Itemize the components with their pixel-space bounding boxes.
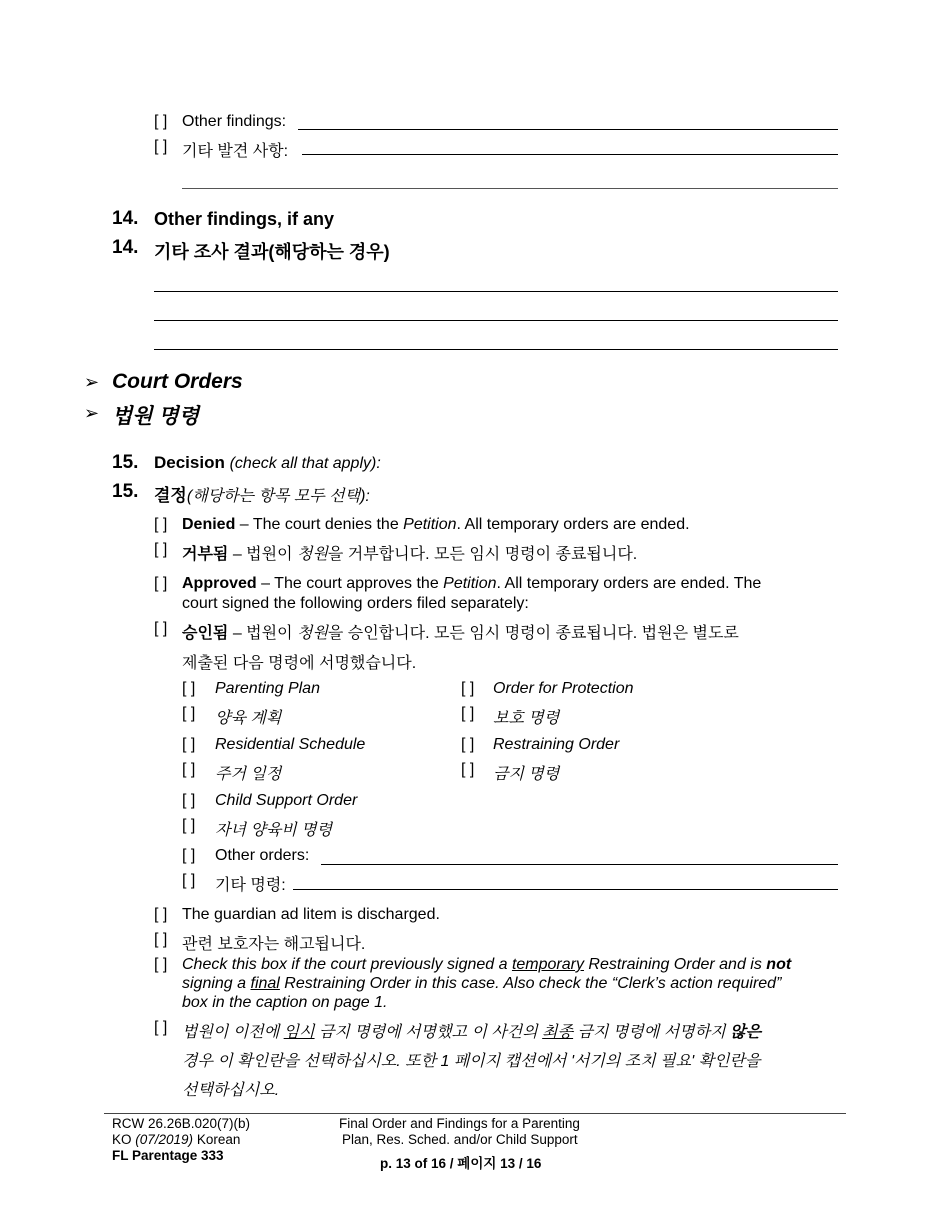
court-orders-title-en: Court Orders — [112, 370, 243, 393]
parenting-plan-checkbox-ko[interactable]: [ ] — [182, 705, 196, 722]
approved-text-ko-line2: 제출된 다음 명령에 서명했습니다. — [182, 655, 417, 672]
approved-text-ko — [182, 620, 739, 643]
other-findings-line-extra[interactable] — [182, 188, 838, 189]
clerk-en-final: final — [250, 975, 280, 992]
order-protection-checkbox-ko[interactable]: [ ] — [461, 705, 475, 722]
section-14-line-3[interactable] — [154, 349, 838, 350]
clerk-en-1c: Restraining Order and is — [583, 956, 767, 973]
approved-text-b: . All temporary orders are ended. The — [496, 575, 762, 592]
clerk-text-ko-line1 — [182, 1019, 761, 1042]
section-14-title-en: Other findings, if any — [154, 209, 335, 229]
approved-checkbox-ko[interactable]: [ ] — [154, 620, 168, 637]
other-orders-label-ko: 기타 명령: — [215, 877, 286, 894]
court-orders-title-ko: 법원 명령 — [112, 405, 199, 428]
clerk-ko-1a: 법원이 이전에 — [182, 1024, 284, 1041]
child-support-label-ko: 자녀 양육비 명령 — [215, 822, 333, 839]
restraining-order-label: Restraining Order — [493, 736, 620, 753]
guardian-text-en: The guardian ad litem is discharged. — [182, 906, 440, 923]
footer-page-number: p. 13 of 16 / 페이지 13 / 16 — [380, 1156, 542, 1171]
order-protection-label-ko: 보호 명령 — [493, 710, 560, 727]
approved-label: Approved — [182, 575, 257, 592]
child-support-checkbox[interactable]: [ ] — [182, 792, 196, 809]
footer-rcw: RCW 26.26B.020(7)(b) — [112, 1116, 251, 1131]
clerk-en-2a: signing a — [182, 975, 251, 992]
denied-text-en — [182, 516, 690, 534]
denied-checkbox-ko[interactable]: [ ] — [154, 541, 168, 558]
restraining-order-checkbox-ko[interactable]: [ ] — [461, 761, 475, 778]
residential-schedule-label: Residential Schedule — [215, 736, 366, 753]
clerk-ko-1c: 금지 명령에 서명했고 이 사건의 — [314, 1024, 543, 1041]
residential-schedule-checkbox[interactable]: [ ] — [182, 736, 196, 753]
footer-ko-prefix: KO — [112, 1132, 136, 1147]
parenting-plan-label-ko: 양육 계획 — [215, 710, 282, 727]
section-15-heading-ko — [154, 481, 370, 506]
other-orders-line-ko[interactable] — [293, 889, 838, 890]
arrow-bullet-icon: ➢ — [84, 372, 100, 392]
guardian-checkbox-ko[interactable]: [ ] — [154, 931, 168, 948]
section-14-line-2[interactable] — [154, 320, 838, 321]
other-orders-checkbox[interactable]: [ ] — [182, 847, 196, 864]
approved-label-ko: 승인됨 — [182, 625, 229, 642]
footer-divider — [104, 1113, 846, 1114]
section-14-number-ko: 14. — [112, 237, 139, 258]
clerk-en-temporary: temporary — [511, 956, 584, 973]
clerk-ko-not: 않은 — [729, 1024, 761, 1041]
clerk-text-ko-line3: 선택하십시오. — [182, 1082, 280, 1099]
approved-text-en-line2: court signed the following orders filed separately: — [182, 595, 529, 612]
section-15-number: 15. — [112, 452, 139, 473]
child-support-checkbox-ko[interactable]: [ ] — [182, 817, 196, 834]
clerk-text-en-line1 — [182, 956, 791, 974]
footer-ko-date: (07/2019) — [135, 1132, 194, 1147]
clerk-ko-final: 최종 — [542, 1024, 574, 1041]
footer-title-1: Final Order and Findings for a Parenting — [339, 1116, 580, 1131]
clerk-en-not: not — [766, 956, 792, 973]
other-findings-checkbox[interactable]: [ ] — [154, 113, 168, 130]
other-orders-checkbox-ko[interactable]: [ ] — [182, 872, 196, 889]
other-findings-label-en: Other findings: — [182, 113, 287, 130]
footer-form-id: FL Parentage 333 — [112, 1148, 224, 1163]
denied-petition: Petition — [403, 516, 457, 533]
decision-label-ko: 결정 — [154, 486, 187, 505]
clerk-text-ko-line2: 경우 이 확인란을 선택하십시오. 또한 1 페이지 캡션에서 '서기의 조치 필요' 확인란을 — [182, 1053, 761, 1070]
denied-text-ko — [182, 541, 637, 564]
order-protection-label: Order for Protection — [493, 680, 634, 697]
residential-schedule-checkbox-ko[interactable]: [ ] — [182, 761, 196, 778]
denied-text-a: – The court denies the — [235, 516, 404, 533]
other-findings-checkbox-ko[interactable]: [ ] — [154, 138, 168, 155]
clerk-action-checkbox[interactable]: [ ] — [154, 956, 168, 973]
approved-petition-ko: 청원 — [296, 625, 328, 642]
section-14-number: 14. — [112, 208, 139, 229]
order-protection-checkbox[interactable]: [ ] — [461, 680, 475, 697]
denied-petition-ko: 청원 — [296, 546, 328, 563]
section-15-number-ko: 15. — [112, 481, 139, 502]
restraining-order-checkbox[interactable]: [ ] — [461, 736, 475, 753]
approved-checkbox[interactable]: [ ] — [154, 575, 168, 592]
other-findings-line-en[interactable] — [298, 129, 838, 130]
section-14-title-ko: 기타 조사 결과(해당하는 경우) — [154, 242, 390, 262]
arrow-bullet-icon: ➢ — [84, 403, 100, 423]
decision-label: Decision — [154, 453, 225, 472]
footer-ko-lang: Korean — [193, 1132, 241, 1147]
restraining-order-label-ko: 금지 명령 — [493, 766, 560, 783]
other-orders-label: Other orders: — [215, 847, 310, 864]
parenting-plan-label: Parenting Plan — [215, 680, 320, 697]
residential-schedule-label-ko: 주거 일정 — [215, 766, 282, 783]
footer-title-2: Plan, Res. Sched. and/or Child Support — [342, 1132, 578, 1147]
denied-text-ko-b: 을 거부합니다. 모든 임시 명령이 종료됩니다. — [327, 546, 638, 563]
approved-text-en — [182, 575, 761, 593]
section-14-line-1[interactable] — [154, 291, 838, 292]
footer-version — [112, 1132, 240, 1147]
decision-note: (check all that apply): — [229, 455, 381, 472]
clerk-en-2c: Restraining Order in this case. Also check the “Clerk’s action required” — [279, 975, 782, 992]
other-findings-line-ko[interactable] — [302, 154, 838, 155]
other-findings-label-ko: 기타 발견 사항: — [182, 143, 289, 160]
child-support-label: Child Support Order — [215, 792, 358, 809]
approved-text-a: – The court approves the — [256, 575, 444, 592]
approved-text-ko-a: – 법원이 — [228, 625, 297, 642]
other-orders-line[interactable] — [321, 864, 838, 865]
denied-label-ko: 거부됨 — [182, 546, 229, 563]
clerk-text-en-line2 — [182, 975, 781, 993]
clerk-action-checkbox-ko[interactable]: [ ] — [154, 1019, 168, 1036]
decision-note-ko: (해당하는 항목 모두 선택): — [186, 488, 370, 505]
clerk-en-1a: Check this box if the court previously signed a — [182, 956, 512, 973]
guardian-checkbox[interactable]: [ ] — [154, 906, 168, 923]
approved-text-ko-b: 을 승인합니다. 모든 임시 명령이 종료됩니다. 법원은 별도로 — [327, 625, 739, 642]
denied-text-b: . All temporary orders are ended. — [456, 516, 690, 533]
clerk-text-en-line3: box in the caption on page 1. — [182, 994, 388, 1011]
denied-label: Denied — [182, 516, 236, 533]
clerk-ko-temporary: 임시 — [283, 1024, 315, 1041]
approved-petition: Petition — [443, 575, 497, 592]
parenting-plan-checkbox[interactable]: [ ] — [182, 680, 196, 697]
denied-text-ko-a: – 법원이 — [228, 546, 297, 563]
denied-checkbox[interactable]: [ ] — [154, 516, 168, 533]
section-15-heading-en — [154, 453, 381, 473]
guardian-text-ko: 관련 보호자는 해고됩니다. — [182, 936, 366, 953]
clerk-ko-1e: 금지 명령에 서명하지 — [573, 1024, 730, 1041]
